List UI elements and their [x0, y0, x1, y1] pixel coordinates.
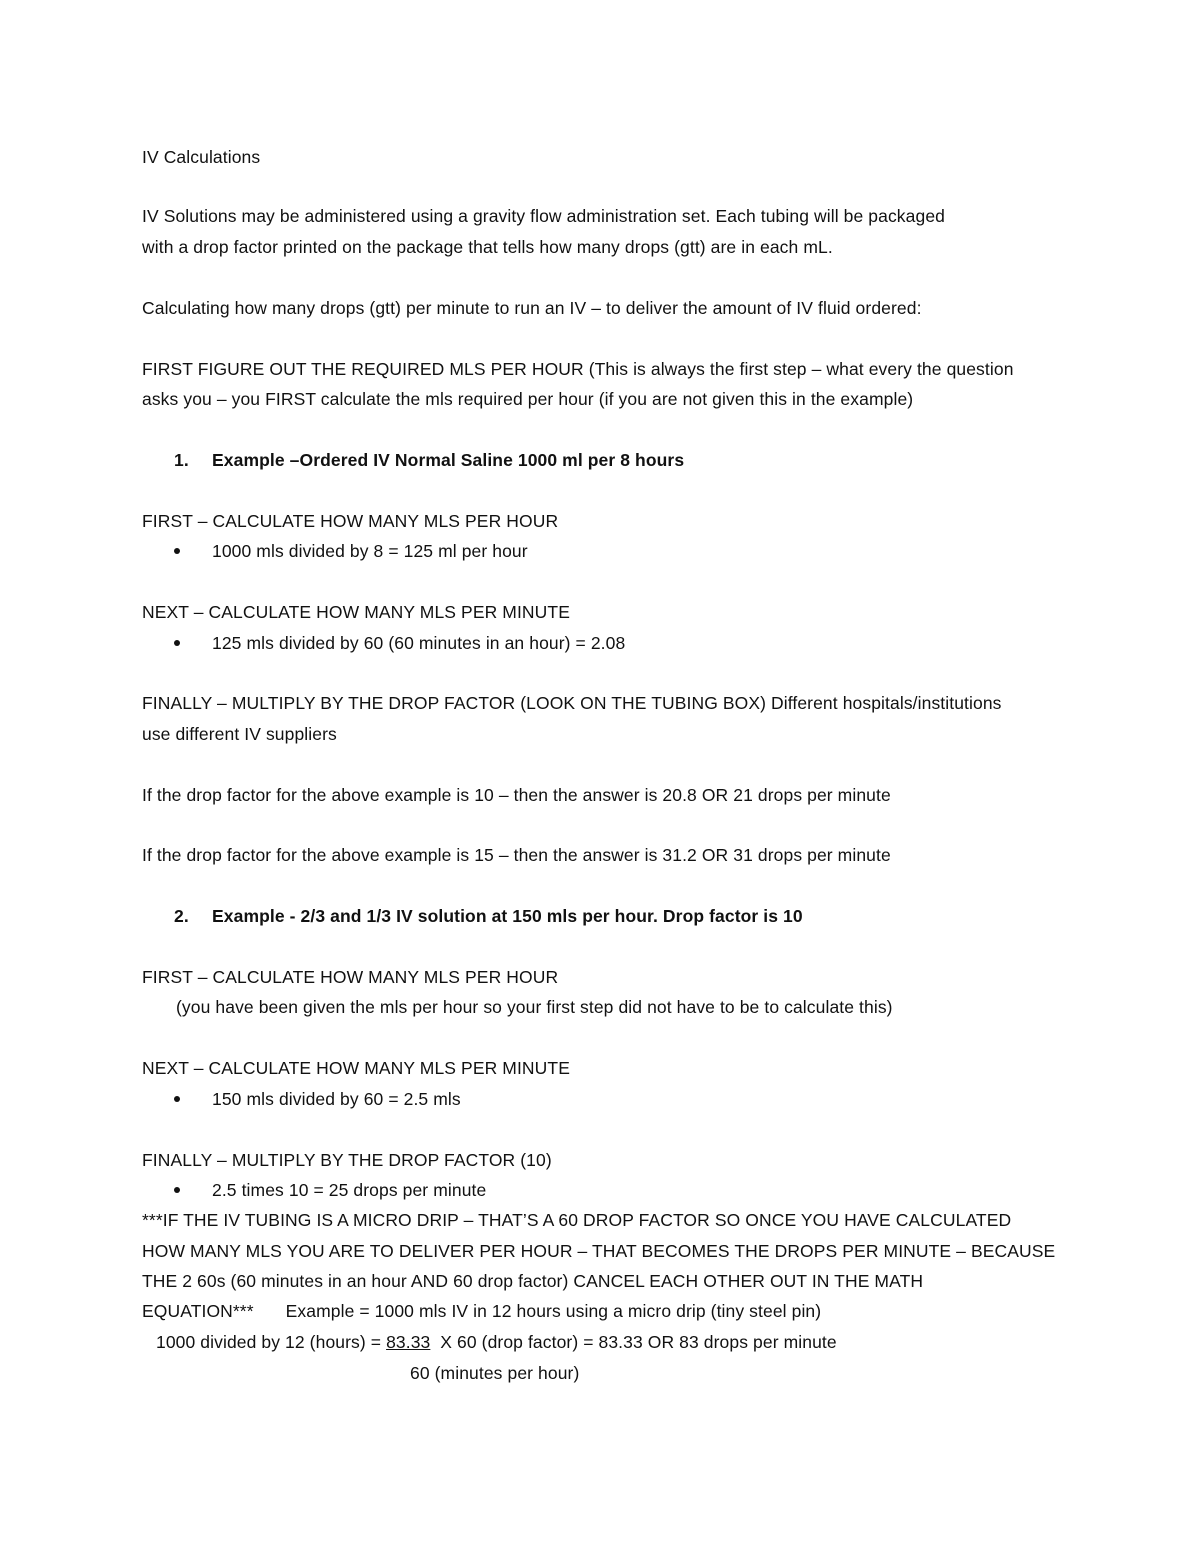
example-1-step-1-label: FIRST – CALCULATE HOW MANY MLS PER HOUR [142, 511, 559, 531]
micro-drip-example: Example = 1000 mls IV in 12 hours using a micro drip (tiny steel pin) [285, 1301, 822, 1321]
equation-continuation: X 60 (drop factor) = 83.33 OR 83 drops per minute [430, 1332, 837, 1352]
first-step-line-1: FIRST FIGURE OUT THE REQUIRED MLS PER HOUR (This is always the first step – what every the question [142, 359, 1014, 379]
micro-drip-equation-label: EQUATION*** [142, 1301, 254, 1321]
example-1-step-3-line-2: use different IV suppliers [142, 724, 337, 744]
example-1-heading: Example –Ordered IV Normal Saline 1000 ml per 8 hours [212, 450, 685, 470]
example-2-step-2-bullet: 150 mls divided by 60 = 2.5 mls [212, 1089, 461, 1109]
example-2-step-2-label: NEXT – CALCULATE HOW MANY MLS PER MINUTE [142, 1058, 570, 1078]
equation-denominator: 60 (minutes per hour) [410, 1363, 580, 1383]
intro-line-2: with a drop factor printed on the package that tells how many drops (gtt) are in each mL. [142, 237, 833, 257]
bullet-icon [172, 540, 182, 562]
bullet-icon [172, 632, 182, 654]
micro-drip-line-2: HOW MANY MLS YOU ARE TO DELIVER PER HOUR – THAT BECOMES THE DROPS PER MINUTE – BECAUSE [142, 1241, 1056, 1261]
micro-drip-equation [156, 1331, 837, 1353]
example-1-step-2-bullet: 125 mls divided by 60 (60 minutes in an hour) = 2.08 [212, 633, 626, 653]
example-2-step-1-label: FIRST – CALCULATE HOW MANY MLS PER HOUR [142, 967, 559, 987]
micro-drip-line-4 [142, 1300, 821, 1322]
example-2-step-3-label: FINALLY – MULTIPLY BY THE DROP FACTOR (10) [142, 1150, 552, 1170]
example-1-step-1-bullet: 1000 mls divided by 8 = 125 ml per hour [212, 541, 528, 561]
first-step-line-2: asks you – you FIRST calculate the mls required per hour (if you are not given this in the example) [142, 389, 914, 409]
example-2-step-1-note: (you have been given the mls per hour so your first step did not have to be to calculate this) [176, 997, 893, 1017]
example-1-step-3-line-1: FINALLY – MULTIPLY BY THE DROP FACTOR (LOOK ON THE TUBING BOX) Different hospitals/institutions [142, 693, 1002, 713]
equation-result-underlined: 83.33 [386, 1332, 431, 1352]
example-2-heading: Example - 2/3 and 1/3 IV solution at 150 mls per hour. Drop factor is 10 [212, 906, 803, 926]
calc-heading: Calculating how many drops (gtt) per minute to run an IV – to deliver the amount of IV fluid ordered: [142, 298, 922, 318]
example-1-step-2-label: NEXT – CALCULATE HOW MANY MLS PER MINUTE [142, 602, 570, 622]
example-1-result-10: If the drop factor for the above example is 10 – then the answer is 20.8 OR 21 drops per minute [142, 785, 891, 805]
micro-drip-line-3: THE 2 60s (60 minutes in an hour AND 60 drop factor) CANCEL EACH OTHER OUT IN THE MATH [142, 1271, 924, 1291]
example-1-result-15: If the drop factor for the above example is 15 – then the answer is 31.2 OR 31 drops per minute [142, 845, 891, 865]
example-1-number: 1. [174, 450, 189, 470]
equation-numerator: 1000 divided by 12 (hours) = [156, 1332, 387, 1352]
example-2-number: 2. [174, 906, 189, 926]
bullet-icon [172, 1088, 182, 1110]
intro-line-1: IV Solutions may be administered using a gravity flow administration set. Each tubing will be packaged [142, 206, 945, 226]
document-title: IV Calculations [142, 147, 261, 167]
example-2-step-3-bullet: 2.5 times 10 = 25 drops per minute [212, 1180, 487, 1200]
bullet-icon [172, 1179, 182, 1201]
micro-drip-line-1: ***IF THE IV TUBING IS A MICRO DRIP – THAT’S A 60 DROP FACTOR SO ONCE YOU HAVE CALCULATED [142, 1210, 1012, 1230]
